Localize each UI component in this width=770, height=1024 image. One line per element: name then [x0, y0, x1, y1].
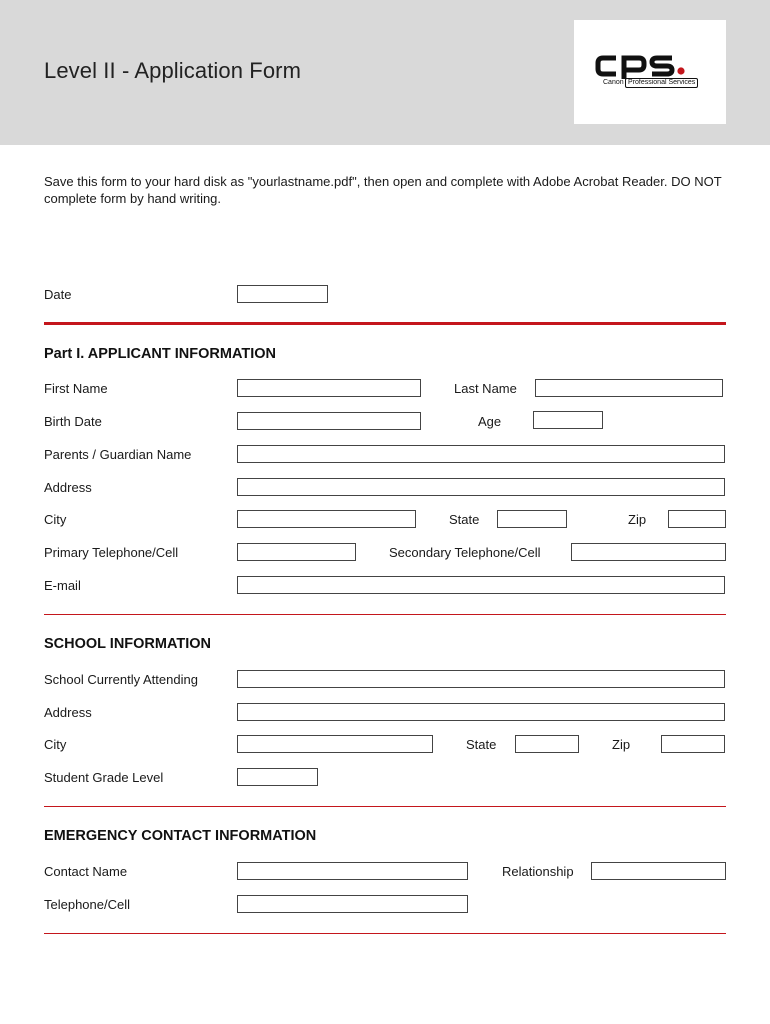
primary-phone-input[interactable]	[237, 543, 356, 561]
school-city-label: City	[44, 737, 67, 752]
state-label: State	[449, 512, 480, 527]
relationship-label: Relationship	[502, 864, 574, 879]
school-city-input[interactable]	[237, 735, 433, 753]
age-input[interactable]	[533, 411, 603, 429]
applicant-section-heading: Part I. APPLICANT INFORMATION	[44, 346, 276, 362]
emergency-phone-input[interactable]	[237, 895, 468, 913]
emergency-section-heading: EMERGENCY CONTACT INFORMATION	[44, 828, 317, 844]
secondary-phone-input[interactable]	[571, 543, 726, 561]
guardian-name-input[interactable]	[237, 445, 725, 463]
grade-level-input[interactable]	[237, 768, 318, 786]
grade-level-label: Student Grade Level	[44, 770, 164, 785]
city-input[interactable]	[237, 510, 416, 528]
address-input[interactable]	[237, 478, 725, 496]
age-label: Age	[478, 414, 502, 429]
guardian-name-label: Parents / Guardian Name	[44, 447, 192, 462]
school-state-label: State	[466, 737, 497, 752]
school-address-input[interactable]	[237, 703, 725, 721]
cps-logo-mark-icon	[594, 53, 708, 79]
school-zip-label: Zip	[612, 737, 631, 752]
cps-logo	[574, 20, 726, 124]
address-label: Address	[44, 480, 92, 495]
last-name-label: Last Name	[454, 381, 517, 396]
logo-canon-text: Canon	[603, 79, 624, 86]
relationship-input[interactable]	[591, 862, 726, 880]
first-name-input[interactable]	[237, 379, 421, 397]
zip-label: Zip	[628, 512, 647, 527]
secondary-phone-label: Secondary Telephone/Cell	[389, 545, 541, 560]
intro-instructions: Save this form to your hard disk as "yourlastname.pdf", then open and complete with Adobe Acrobat Reader. DO NOT complete form by hand writing.	[44, 174, 722, 206]
contact-name-label: Contact Name	[44, 864, 128, 879]
school-attending-input[interactable]	[237, 670, 725, 688]
email-input[interactable]	[237, 576, 725, 594]
school-state-input[interactable]	[515, 735, 579, 753]
section-divider	[44, 806, 726, 807]
page-title: Level II - Application Form	[44, 58, 302, 83]
primary-phone-label: Primary Telephone/Cell	[44, 545, 179, 560]
section-divider	[44, 614, 726, 615]
birth-date-input[interactable]	[237, 412, 421, 430]
first-name-label: First Name	[44, 381, 108, 396]
contact-name-input[interactable]	[237, 862, 468, 880]
section-divider	[44, 933, 726, 934]
logo-professional-services-text: Professional Services	[625, 78, 698, 88]
emergency-phone-label: Telephone/Cell	[44, 897, 131, 912]
school-attending-label: School Currently Attending	[44, 672, 198, 687]
date-input[interactable]	[237, 285, 328, 303]
state-input[interactable]	[497, 510, 567, 528]
school-section-heading: SCHOOL INFORMATION	[44, 636, 212, 652]
school-address-label: Address	[44, 705, 92, 720]
zip-input[interactable]	[668, 510, 726, 528]
birth-date-label: Birth Date	[44, 414, 102, 429]
header-banner	[0, 0, 770, 145]
school-zip-input[interactable]	[661, 735, 725, 753]
city-label: City	[44, 512, 67, 527]
last-name-input[interactable]	[535, 379, 723, 397]
section-divider-thick	[44, 322, 726, 325]
date-label: Date	[44, 287, 72, 302]
email-label: E-mail	[44, 578, 81, 593]
